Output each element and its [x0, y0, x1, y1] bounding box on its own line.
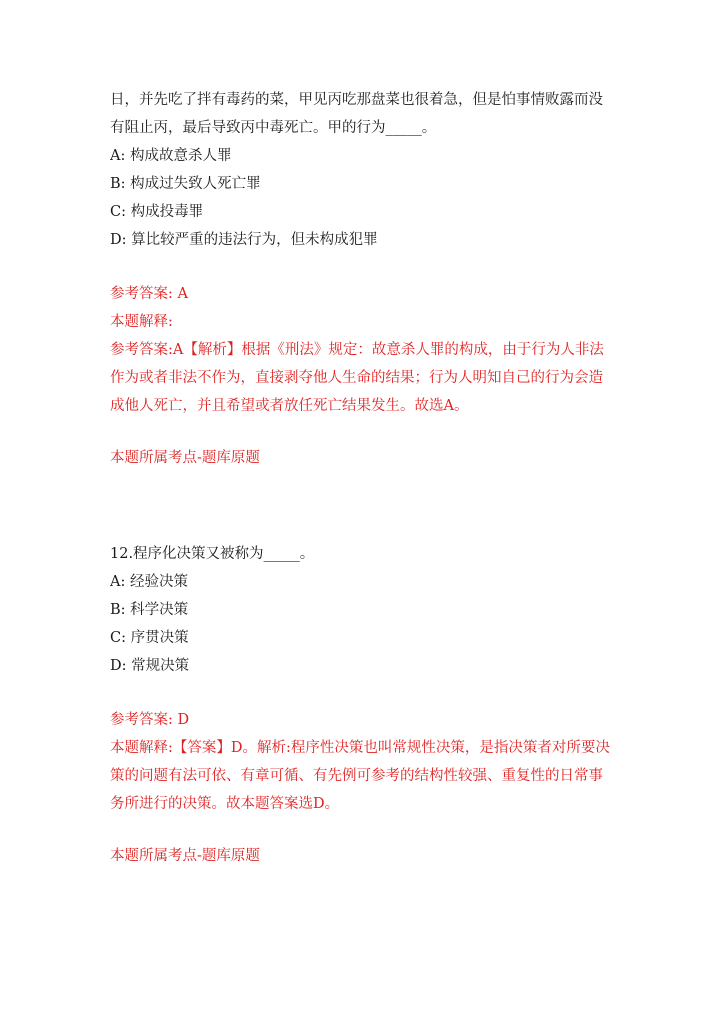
question-12 [110, 540, 622, 870]
option-a: A: 经验决策 [110, 574, 188, 590]
source-note: 本题所属考点-题库原题 [110, 848, 260, 864]
source-note: 本题所属考点-题库原题 [110, 450, 260, 466]
option-d: D: 常规决策 [110, 658, 190, 674]
option-a: A: 构成故意杀人罪 [110, 148, 232, 164]
option-c: C: 构成投毒罪 [110, 204, 204, 220]
option-d: D: 算比较严重的违法行为，但未构成犯罪 [110, 232, 378, 248]
question-stem-line: 日，并先吃了拌有毒药的菜，甲见丙吃那盘菜也很着急，但是怕事情败露而没 [110, 92, 603, 108]
explanation-line: 成他人死亡，并且希望或者放任死亡结果发生。故选A。 [110, 398, 469, 414]
explanation-label: 本题解释: [110, 314, 173, 330]
answer-line: 参考答案: A [110, 286, 188, 302]
explanation-line: 务所进行的决策。故本题答案选D。 [110, 796, 340, 812]
explanation-line: 本题解释:【答案】D。解析:程序性决策也叫常规性决策，是指决策者对所要决 [110, 740, 610, 756]
question-stem: 12.程序化决策又被称为_____。 [110, 546, 315, 562]
explanation-line: 策的问题有法可依、有章可循、有先例可参考的结构性较强、重复性的日常事 [110, 768, 603, 784]
explanation-line: 参考答案:A【解析】根据《刑法》规定：故意杀人罪的构成，由于行为人非法 [110, 342, 604, 358]
explanation-line: 作为或者非法不作为，直接剥夺他人生命的结果；行为人明知自己的行为会造 [110, 370, 603, 386]
option-c: C: 序贯决策 [110, 630, 189, 646]
option-b: B: 科学决策 [110, 602, 189, 618]
option-b: B: 构成过失致人死亡罪 [110, 176, 261, 192]
answer-line: 参考答案: D [110, 712, 190, 728]
document-page [110, 86, 622, 870]
question-11 [110, 86, 622, 472]
question-stem-line: 有阻止丙，最后导致丙中毒死亡。甲的行为_____。 [110, 120, 437, 136]
